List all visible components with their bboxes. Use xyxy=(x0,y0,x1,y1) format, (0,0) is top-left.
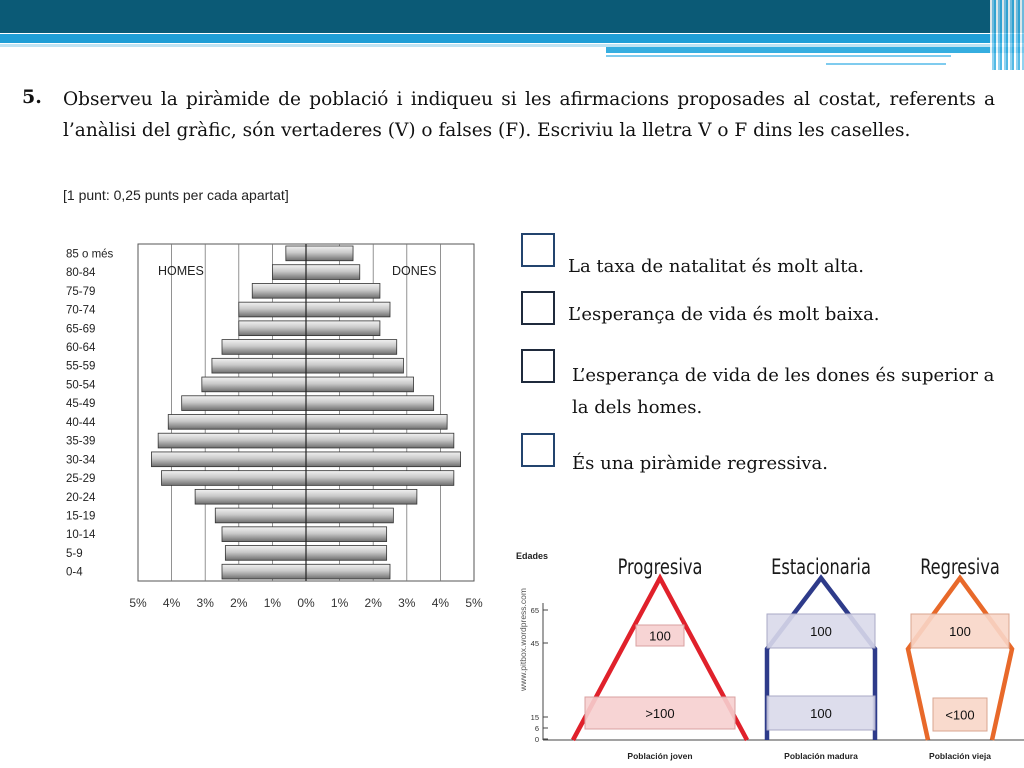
bar-homes xyxy=(225,546,306,561)
top-value-label: 100 xyxy=(649,628,671,644)
bottom-value-label: 100 xyxy=(810,706,832,721)
answer-box-1[interactable] xyxy=(521,233,555,267)
bar-dones xyxy=(306,396,434,411)
header-right-stripe-short xyxy=(826,63,946,65)
type-title: Estacionaria xyxy=(771,554,871,580)
bar-dones xyxy=(306,377,414,392)
bar-homes xyxy=(215,508,306,523)
x-tick-label: 1% xyxy=(263,596,282,610)
age-label: 35-39 xyxy=(66,435,96,448)
ages-axis-label: Edades xyxy=(516,551,549,561)
bar-homes xyxy=(222,564,306,579)
bar-homes xyxy=(239,321,306,336)
bar-dones xyxy=(306,321,380,336)
x-tick-label: 3% xyxy=(398,596,416,610)
age-tick-label: 45 xyxy=(530,639,539,648)
bar-homes xyxy=(286,246,306,261)
bar-homes xyxy=(195,489,306,504)
age-label: 0-4 xyxy=(66,566,83,579)
answer-box-2[interactable] xyxy=(521,291,555,325)
answer-box-3[interactable] xyxy=(521,349,555,383)
age-label: 15-19 xyxy=(66,510,96,523)
age-tick-label: 6 xyxy=(534,724,539,733)
age-tick-label: 15 xyxy=(530,713,539,722)
bar-dones xyxy=(306,546,387,561)
bar-homes xyxy=(222,527,306,542)
age-label: 10-14 xyxy=(66,529,96,542)
bottom-value-label: <100 xyxy=(945,707,975,723)
age-label: 20-24 xyxy=(66,491,96,504)
bar-homes xyxy=(272,265,306,280)
type-title: Progresiva xyxy=(617,554,703,580)
age-label: 80-84 xyxy=(66,267,96,280)
bar-dones xyxy=(306,246,353,261)
question-number: 5. xyxy=(22,86,42,108)
bar-dones xyxy=(306,358,403,373)
age-label: 5-9 xyxy=(66,547,83,560)
bar-homes xyxy=(212,358,306,373)
x-tick-label: 5% xyxy=(129,596,147,610)
bar-homes xyxy=(151,452,306,467)
bar-dones xyxy=(306,302,390,317)
top-value-label: 100 xyxy=(810,624,832,639)
header-accent-line xyxy=(0,34,1024,43)
bar-dones xyxy=(306,433,454,448)
bar-dones xyxy=(306,564,390,579)
bar-homes xyxy=(252,283,306,298)
top-value-label: 100 xyxy=(949,624,971,639)
age-label: 25-29 xyxy=(66,473,96,486)
age-label: 40-44 xyxy=(66,416,96,429)
age-label: 85 o més xyxy=(66,248,114,261)
header-corner-lines xyxy=(990,0,1024,70)
age-label: 55-59 xyxy=(66,360,96,373)
bar-homes xyxy=(202,377,306,392)
x-tick-label: 0% xyxy=(297,596,315,610)
bar-dones xyxy=(306,340,397,355)
bar-dones xyxy=(306,508,393,523)
score-note: [1 punt: 0,25 punts per cada apartat] xyxy=(63,187,289,203)
statement-2: L’esperança de vida és molt baixa. xyxy=(568,304,880,325)
x-tick-label: 1% xyxy=(330,596,349,610)
population-pyramid-chart xyxy=(60,226,500,616)
statement-3: L’esperança de vida de les dones és superior a la dels homes. xyxy=(572,365,995,418)
watermark-text: www.pitbox.wordpress.com xyxy=(518,588,528,691)
bar-homes xyxy=(168,415,306,430)
bar-dones xyxy=(306,471,454,486)
answer-box-4[interactable] xyxy=(521,433,555,467)
header-bar xyxy=(0,0,1024,33)
bar-dones xyxy=(306,283,380,298)
age-label: 65-69 xyxy=(66,323,96,336)
pyramid-dones-label: DONES xyxy=(392,264,437,278)
x-tick-label: 2% xyxy=(364,596,382,610)
statement-4: És una piràmide regressiva. xyxy=(572,453,828,474)
age-label: 60-64 xyxy=(66,341,96,354)
bar-homes xyxy=(162,471,306,486)
x-tick-label: 4% xyxy=(431,596,450,610)
pyramid-homes-label: HOMES xyxy=(158,264,204,278)
bar-dones xyxy=(306,265,360,280)
bar-dones xyxy=(306,415,447,430)
x-tick-label: 2% xyxy=(230,596,248,610)
bar-dones xyxy=(306,452,461,467)
x-tick-label: 5% xyxy=(465,596,483,610)
bar-dones xyxy=(306,527,387,542)
bar-homes xyxy=(182,396,306,411)
age-label: 75-79 xyxy=(66,285,96,298)
bottom-value-label: >100 xyxy=(645,706,675,721)
bar-homes xyxy=(222,340,306,355)
age-label: 70-74 xyxy=(66,304,96,317)
pyramid-types-diagram xyxy=(513,545,1024,767)
bar-dones xyxy=(306,489,417,504)
question-text: Observeu la piràmide de població i indiqueu si les afirmacions proposades al costat, referents a l’anàlisi del gràfic, són vertaderes (V) o falses (F). Escriviu la lletra V o F dins les caselles. xyxy=(63,89,995,141)
header-right-stripe xyxy=(606,47,1024,53)
type-title: Regresiva xyxy=(920,554,1000,580)
statement-1: La taxa de natalitat és molt alta. xyxy=(568,256,864,277)
bar-homes xyxy=(239,302,306,317)
bar-homes xyxy=(158,433,306,448)
x-tick-label: 3% xyxy=(196,596,214,610)
age-tick-label: 65 xyxy=(530,606,539,615)
type-caption: Población joven xyxy=(627,751,693,761)
type-caption: Población vieja xyxy=(929,751,991,761)
type-caption: Población madura xyxy=(784,751,858,761)
age-label: 45-49 xyxy=(66,398,96,411)
age-label: 50-54 xyxy=(66,379,96,392)
x-tick-label: 4% xyxy=(162,596,181,610)
age-label: 30-34 xyxy=(66,454,96,467)
age-tick-label: 0 xyxy=(534,735,539,744)
header-right-stripe-thin xyxy=(606,55,951,57)
